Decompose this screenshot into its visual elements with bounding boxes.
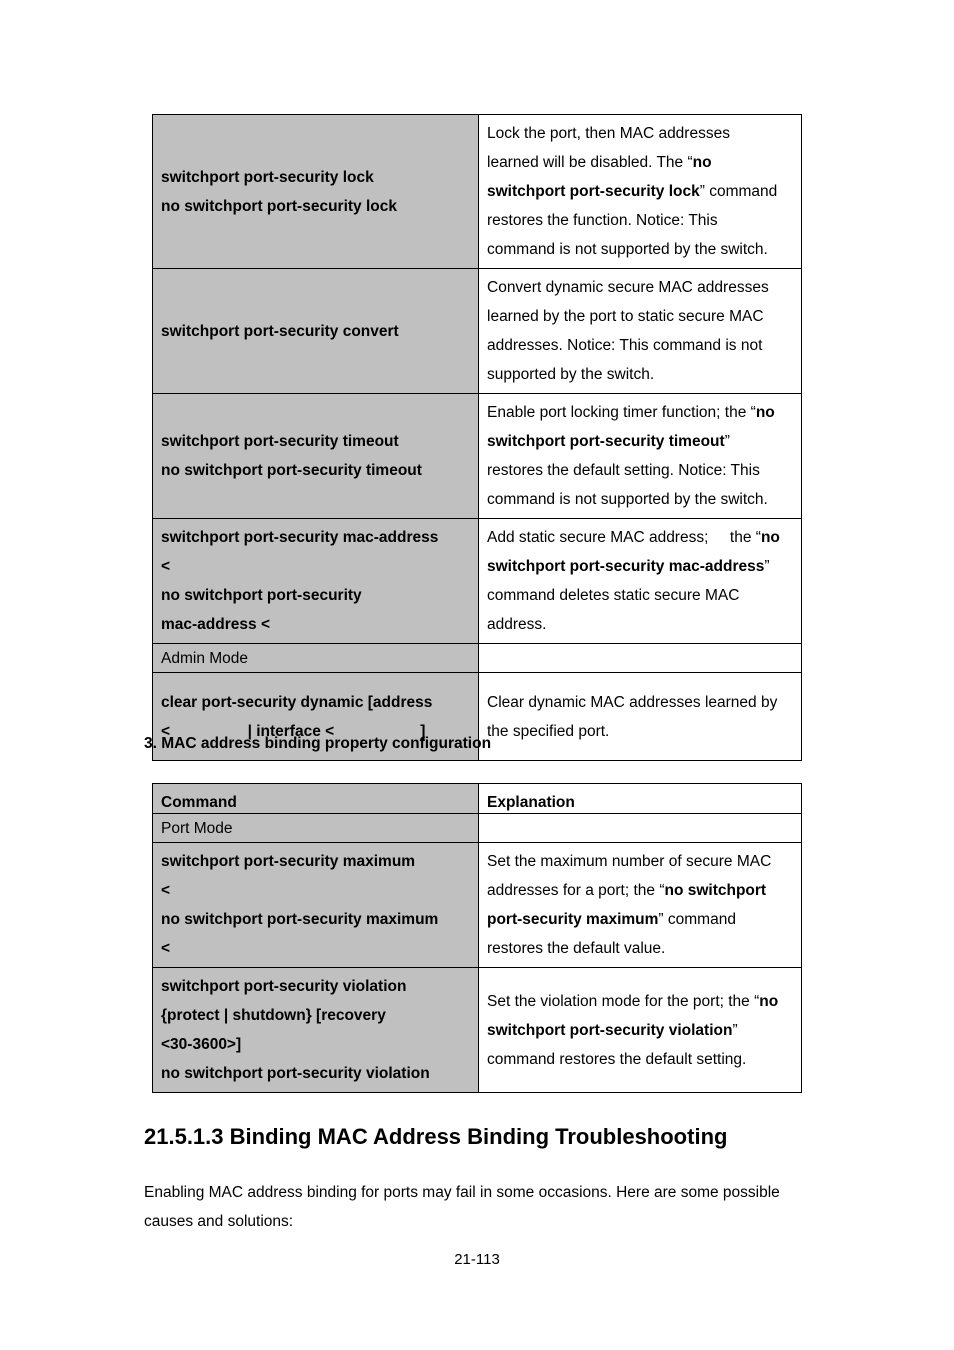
explanation-cell bbox=[479, 269, 802, 394]
command-text: {protect | shutdown} [recovery bbox=[161, 1007, 386, 1024]
command-cell bbox=[153, 968, 479, 1093]
command-text: < bbox=[161, 940, 171, 957]
explanation-cell bbox=[479, 394, 802, 519]
explanation-text: command restores the default setting. bbox=[487, 1050, 747, 1068]
command-cell bbox=[153, 843, 479, 968]
body-paragraph bbox=[144, 1178, 824, 1236]
mode-label: Admin Mode bbox=[161, 650, 249, 667]
command-cell bbox=[153, 519, 479, 644]
explanation-text: Convert dynamic secure MAC addresses bbox=[487, 279, 769, 296]
explanation-text: Clear dynamic MAC addresses learned by bbox=[487, 693, 778, 711]
command-text: switchport port-security lock bbox=[161, 168, 374, 186]
explanation-cell bbox=[479, 519, 802, 644]
explanation-text: Enable port locking timer function; the “no bbox=[487, 404, 775, 421]
explanation-text: addresses. Notice: This command is not bbox=[487, 337, 763, 354]
mode-cell bbox=[153, 644, 479, 673]
explanation-cell bbox=[479, 814, 802, 843]
explanation-text: switchport port-security mac-address” bbox=[487, 558, 770, 575]
section-title: 21.5.1.3 Binding MAC Address Binding Troubleshooting bbox=[144, 1124, 728, 1149]
table-row bbox=[153, 519, 802, 644]
explanation-text: command is not supported by the switch. bbox=[487, 241, 768, 258]
command-table-1 bbox=[152, 114, 802, 761]
paragraph-line: causes and solutions: bbox=[144, 1213, 294, 1230]
command-text: no switchport port-security bbox=[161, 587, 362, 604]
table-row bbox=[153, 968, 802, 1093]
explanation-text: Set the violation mode for the port; the “no bbox=[487, 992, 779, 1010]
page-number: 21-113 bbox=[454, 1251, 500, 1268]
command-text: switchport port-security convert bbox=[161, 322, 399, 340]
table-row bbox=[153, 115, 802, 269]
table-row bbox=[153, 814, 802, 843]
command-text: mac-address < bbox=[161, 616, 270, 633]
command-cell bbox=[153, 115, 479, 269]
explanation-text: command deletes static secure MAC bbox=[487, 587, 740, 604]
explanation-cell bbox=[479, 968, 802, 1093]
column-header-command: Command bbox=[153, 784, 479, 814]
paragraph-line: Enabling MAC address binding for ports may fail in some occasions. Here are some possible bbox=[144, 1184, 780, 1201]
explanation-cell bbox=[479, 644, 802, 673]
command-table-2 bbox=[152, 783, 802, 1093]
explanation-cell bbox=[479, 673, 802, 761]
explanation-text: addresses for a port; the “no switchport bbox=[487, 882, 767, 899]
explanation-text: switchport port-security lock” command bbox=[487, 183, 778, 200]
explanation-text: address. bbox=[487, 616, 547, 633]
explanation-cell bbox=[479, 115, 802, 269]
command-text: < | interface < ] bbox=[161, 722, 426, 740]
explanation-text: restores the default setting. Notice: This bbox=[487, 462, 760, 479]
column-header-explanation: Explanation bbox=[479, 784, 802, 814]
table-row bbox=[153, 269, 802, 394]
command-text: switchport port-security mac-address bbox=[161, 529, 439, 546]
explanation-text: switchport port-security timeout” bbox=[487, 433, 730, 450]
explanation-text: restores the default value. bbox=[487, 940, 666, 957]
command-text: no switchport port-security maximum bbox=[161, 911, 439, 928]
explanation-text: Add static secure MAC address; the “no bbox=[487, 529, 780, 546]
table-row bbox=[153, 394, 802, 519]
command-cell bbox=[153, 269, 479, 394]
mode-cell bbox=[153, 814, 479, 843]
command-text: <30-3600>] bbox=[161, 1036, 242, 1053]
command-text: < bbox=[161, 558, 171, 575]
command-text: clear port-security dynamic [address bbox=[161, 693, 433, 711]
table-header-row bbox=[153, 784, 802, 814]
explanation-text: the specified port. bbox=[487, 722, 610, 740]
explanation-text: restores the function. Notice: This bbox=[487, 212, 718, 229]
table-row bbox=[153, 843, 802, 968]
explanation-text: switchport port-security violation” bbox=[487, 1021, 738, 1039]
explanation-text: Set the maximum number of secure MAC bbox=[487, 853, 772, 870]
explanation-text: supported by the switch. bbox=[487, 366, 655, 383]
command-text: switchport port-security violation bbox=[161, 978, 407, 995]
command-cell bbox=[153, 394, 479, 519]
command-text: < bbox=[161, 882, 171, 899]
mode-label: Port Mode bbox=[161, 820, 233, 837]
table-row bbox=[153, 644, 802, 673]
explanation-text: port-security maximum” command bbox=[487, 911, 736, 928]
command-text: no switchport port-security timeout bbox=[161, 462, 422, 479]
command-text: switchport port-security timeout bbox=[161, 433, 399, 450]
command-text: no switchport port-security violation bbox=[161, 1065, 430, 1082]
explanation-text: Lock the port, then MAC addresses bbox=[487, 125, 730, 142]
command-text: no switchport port-security lock bbox=[161, 197, 397, 215]
command-text: switchport port-security maximum bbox=[161, 853, 416, 870]
explanation-text: learned will be disabled. The “no bbox=[487, 154, 712, 171]
explanation-cell bbox=[479, 843, 802, 968]
explanation-text: command is not supported by the switch. bbox=[487, 491, 768, 508]
explanation-text: learned by the port to static secure MAC bbox=[487, 308, 764, 325]
section-heading: 3. MAC address binding property configuration bbox=[144, 735, 492, 752]
